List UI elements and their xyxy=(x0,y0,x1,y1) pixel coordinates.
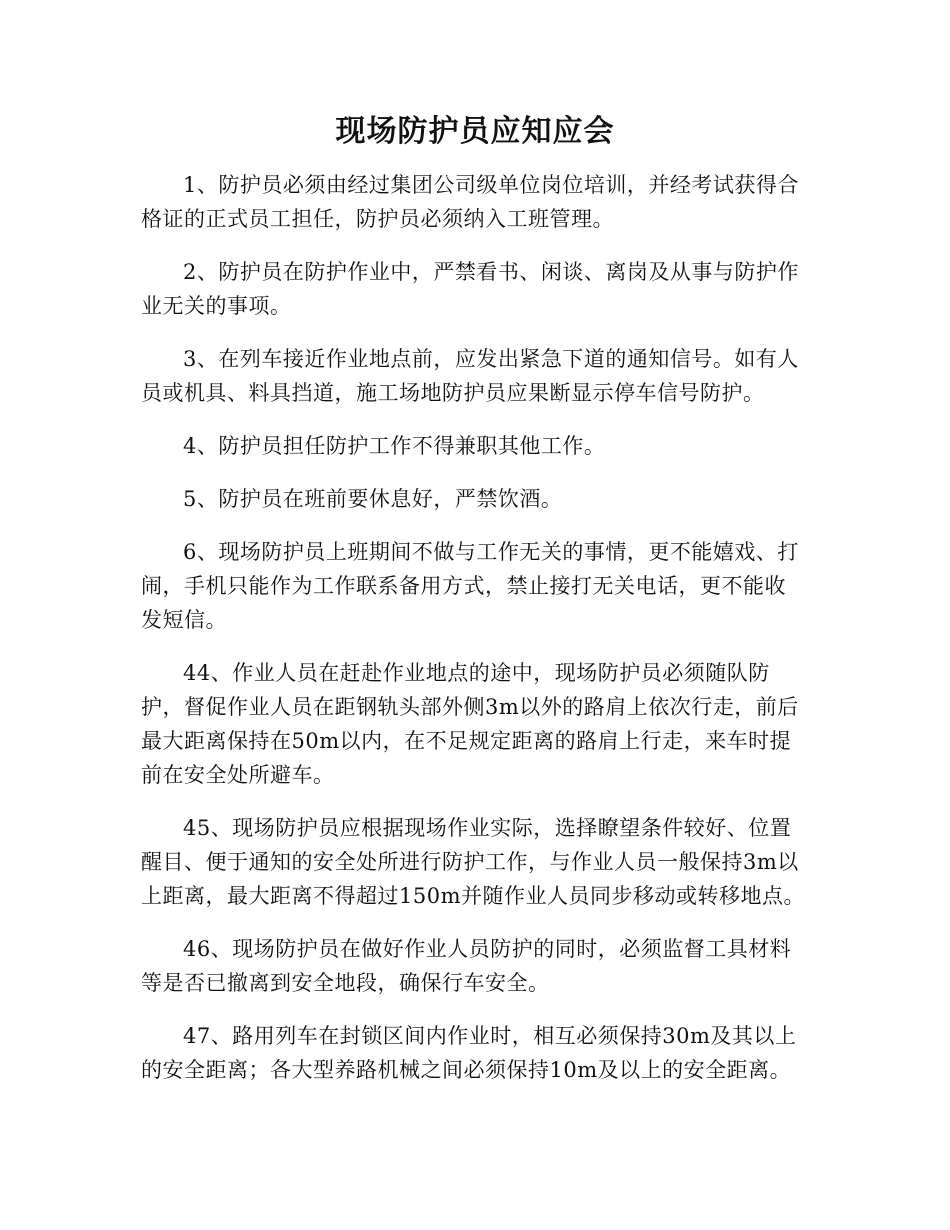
paragraph-44: 44、作业人员在赶赴作业地点的途中，现场防护员必须随队防护，督促作业人员在距钢轨头部外侧3m以外的路肩上依次行走，前后最大距离保持在50m以内，在不足规定距离的路肩上行走，来车时提前在安全处所避车。 xyxy=(141,661,799,787)
paragraph-47: 47、路用列车在封锁区间内作业时，相互必须保持30m及其以上的安全距离；各大型养路机械之间必须保持10m及以上的安全距离。 xyxy=(141,1024,797,1082)
paragraph-5: 5、防护员在班前要休息好，严禁饮酒。 xyxy=(183,487,563,511)
paragraph-4: 4、防护员担任防护工作不得兼职其他工作。 xyxy=(183,434,606,458)
paragraph-1: 1、防护员必须由经过集团公司级单位岗位培训，并经考试获得合格证的正式员工担任，防护员必须纳入工班管理。 xyxy=(141,173,799,231)
paragraph-45: 45、现场防护员应根据现场作业实际，选择瞭望条件较好、位置醒目、便于通知的安全处所进行防护工作，与作业人员一般保持3m以上距离，最大距离不得超过150m并随作业人员同步移动或转移地点。 xyxy=(141,816,805,908)
paragraph-46: 46、现场防护员在做好作业人员防护的同时，必须监督工具材料等是否已撤离到安全地段，确保行车安全。 xyxy=(141,937,792,995)
paragraph-3: 3、在列车接近作业地点前，应发出紧急下道的通知信号。如有人员或机具、料具挡道，施工场地防护员应果断显示停车信号防护。 xyxy=(141,347,799,405)
document-body xyxy=(141,168,805,1106)
paragraph-2: 2、防护员在防护作业中，严禁看书、闲谈、离岗及从事与防护作业无关的事项。 xyxy=(141,260,799,318)
document-title: 现场防护员应知应会 xyxy=(335,114,615,149)
paragraph-6: 6、现场防护员上班期间不做与工作无关的事情，更不能嬉戏、打闹，手机只能作为工作联系备用方式，禁止接打无关电话，更不能收发短信。 xyxy=(141,540,799,632)
